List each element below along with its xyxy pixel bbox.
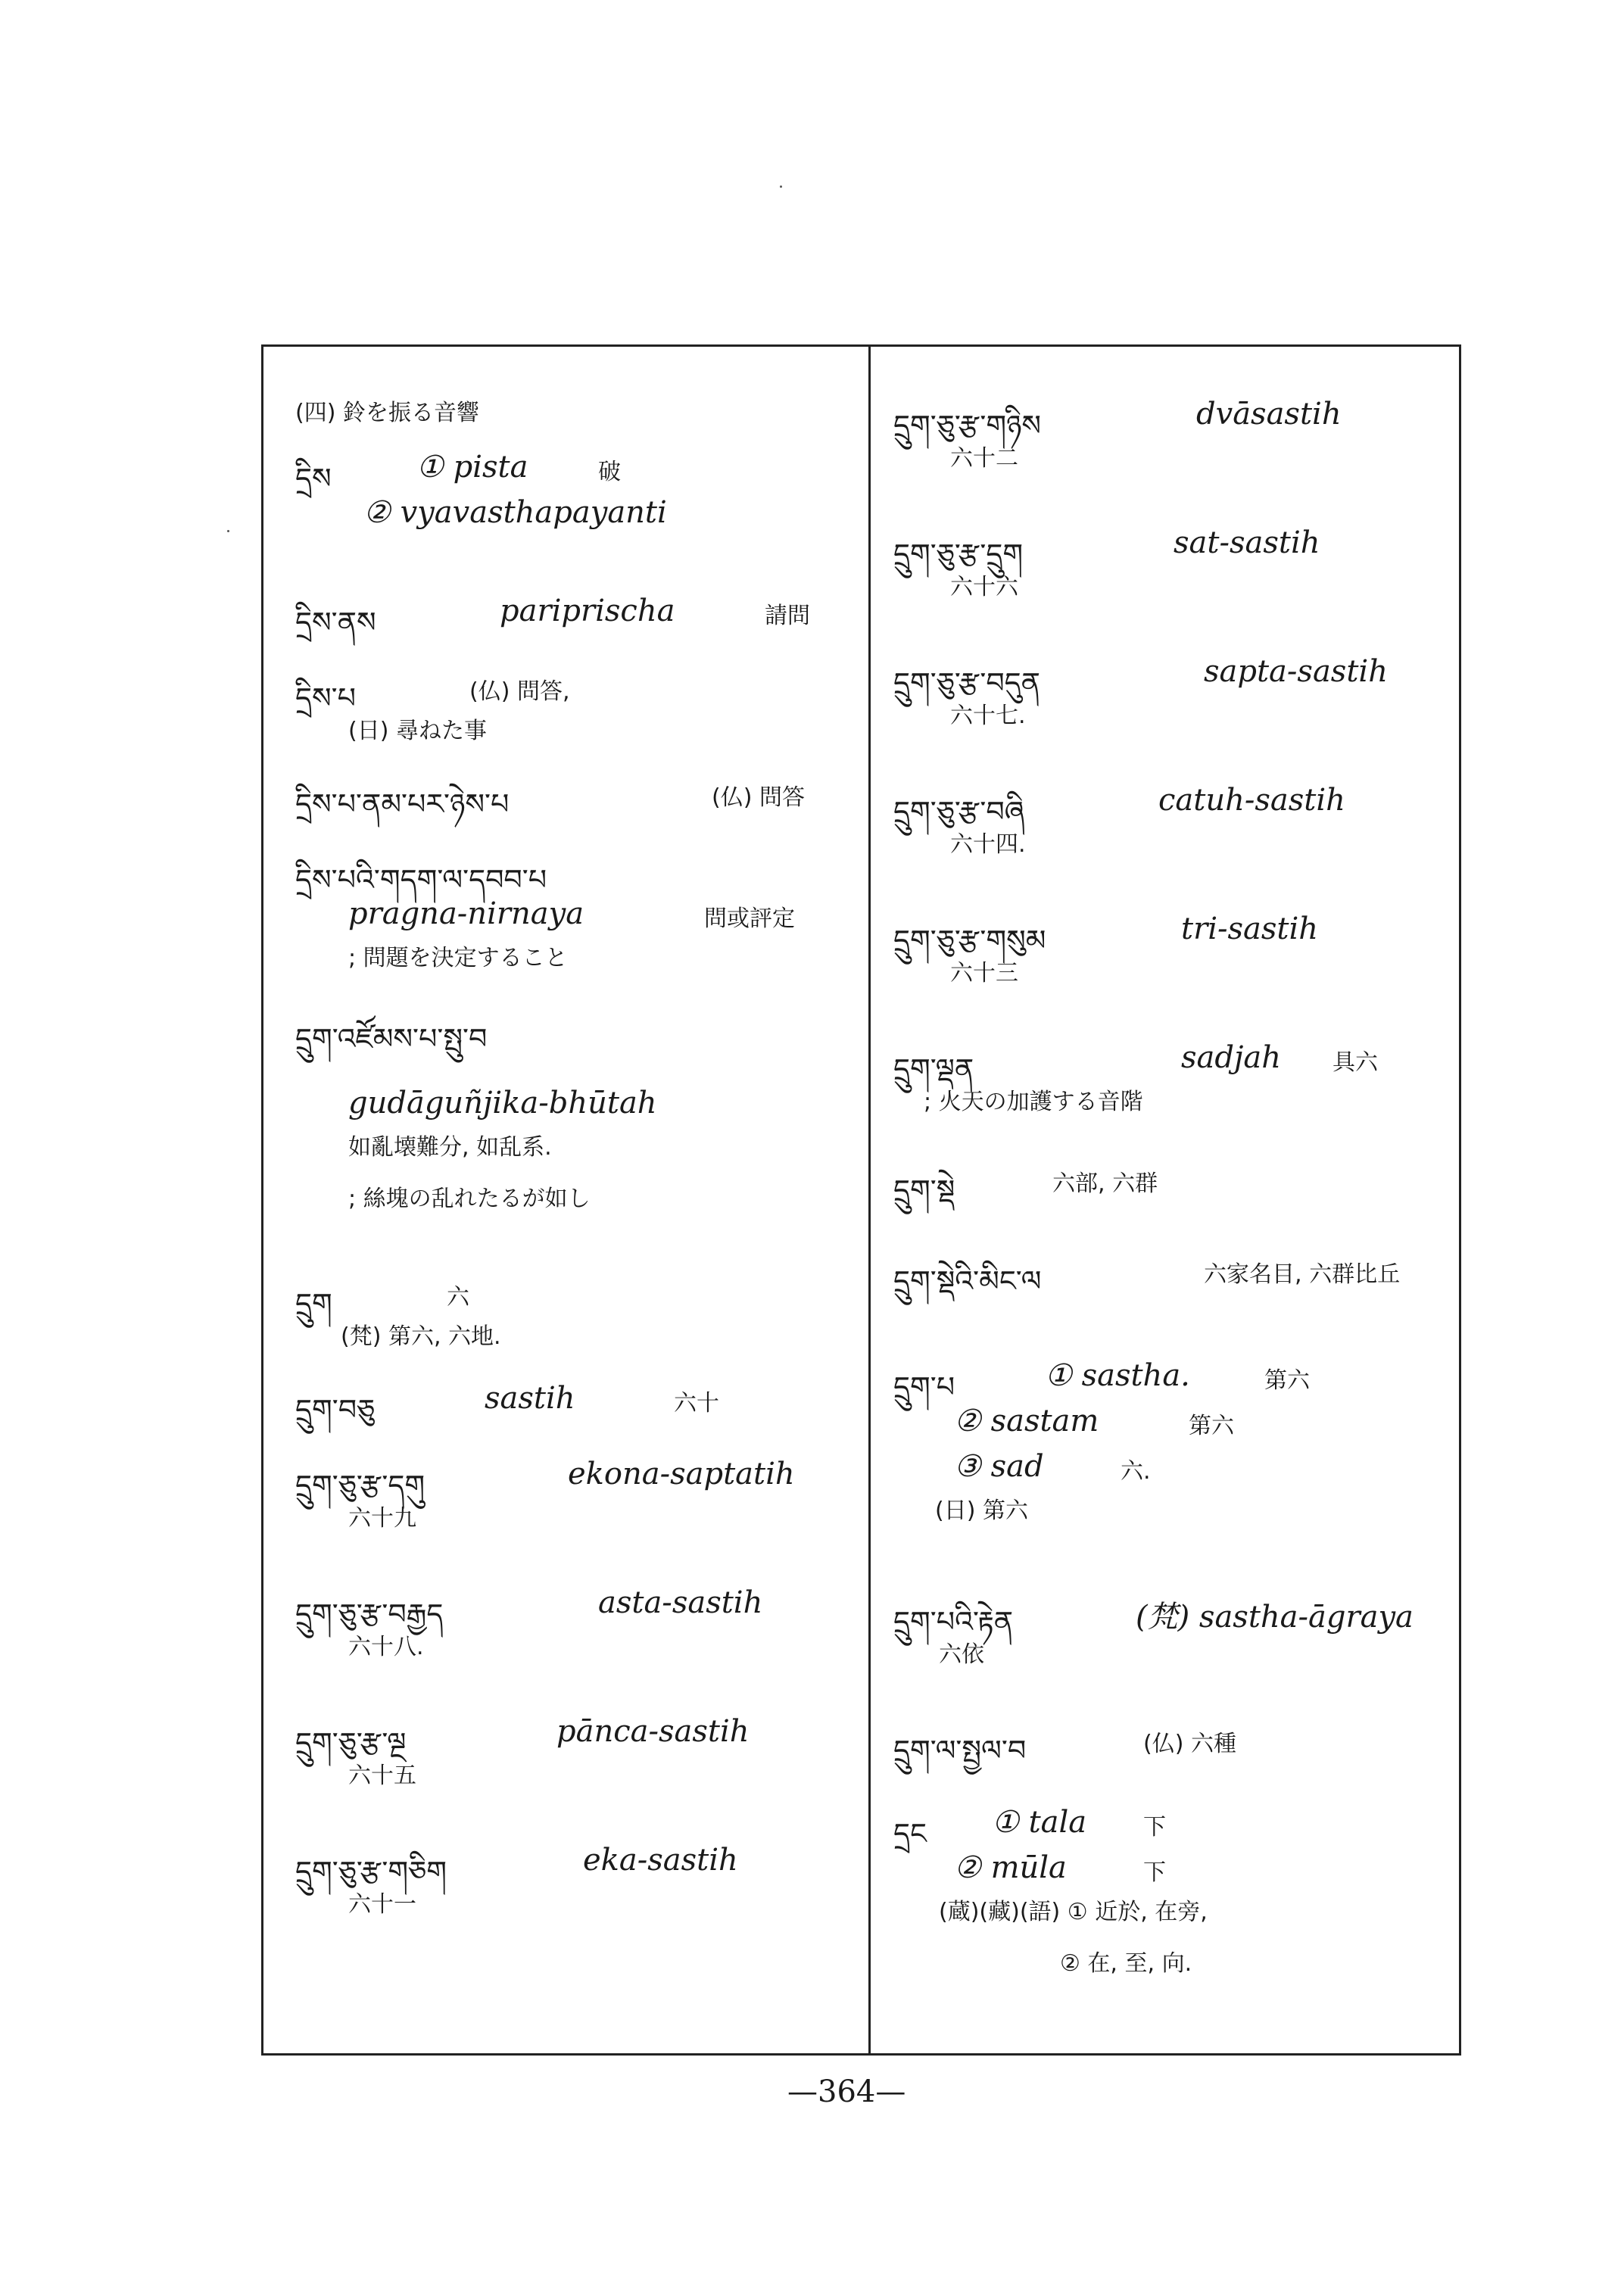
note: (日) 第六	[935, 1498, 1028, 1524]
tibetan-headword: དྲིས	[295, 462, 332, 495]
note: ; 絲塊の乱れたるが如し	[348, 1186, 591, 1212]
sanskrit-term: pariprischa	[500, 594, 675, 628]
tibetan-headword: དྲུག་ཅུ་རྩ་གཉིས	[893, 409, 1042, 442]
speck	[227, 530, 229, 532]
entry	[893, 1802, 1454, 1981]
japanese-gloss: 六.	[1121, 1458, 1151, 1485]
sanskrit-term: ① sastha.	[1045, 1358, 1190, 1393]
japanese-gloss: 下	[1143, 1814, 1166, 1840]
tibetan-headword: དྲུག་ཅུ་རྩ་དགུ	[295, 1469, 425, 1502]
note: ; 火天の加護する音階	[924, 1089, 1143, 1115]
entry	[893, 780, 1454, 862]
note: 六十六	[950, 574, 1018, 600]
sanskrit-term: ① pista	[416, 450, 528, 485]
entry	[295, 1840, 856, 1922]
tibetan-headword: དྲུག་ཅུ་རྩ་དྲུག	[893, 538, 1024, 571]
tibetan-headword: དྲུག་ཅུ་རྩ་ལྔ	[295, 1726, 407, 1759]
tibetan-headword: དྲུག་འཛོམས་པ་སྤུ་བ	[295, 1022, 488, 1055]
entry	[893, 1158, 1454, 1207]
entry	[295, 1454, 856, 1535]
entry	[295, 1378, 856, 1426]
japanese-gloss: 六十	[674, 1390, 719, 1417]
sanskrit-term: ② sastam	[954, 1404, 1099, 1438]
page-number: —364—	[787, 2074, 906, 2109]
sanskrit-term: asta-sastih	[598, 1585, 763, 1620]
japanese-gloss: (仏) 六種	[1143, 1731, 1236, 1757]
japanese-gloss: 第六	[1264, 1367, 1310, 1394]
entry	[295, 1007, 856, 1216]
entry	[893, 394, 1454, 475]
note: 六依	[939, 1641, 984, 1668]
sanskrit-term: pragna-nirnaya	[348, 896, 584, 931]
note: 六十七.	[950, 703, 1026, 729]
japanese-gloss: 六家名目, 六群比丘	[1204, 1261, 1401, 1288]
entry	[295, 1582, 856, 1664]
tibetan-headword: དྲུག་སྡེའི་མིང་ལ	[893, 1264, 1042, 1298]
column-divider	[868, 347, 871, 2053]
tibetan-headword: དྲིས་པ་ནམ་པར་ཉེས་པ	[295, 787, 510, 821]
entry	[295, 591, 856, 639]
tibetan-headword: དྲུག་ལ་སྤྱལ་བ	[893, 1734, 1027, 1767]
tibetan-headword: དྲུག་སྡེ	[893, 1173, 955, 1207]
tibetan-headword: དྲུག་ཅུ་རྩ་བཞི	[893, 795, 1025, 828]
tibetan-headword: དྲུག་ཅུ་རྩ་གཅིག	[295, 1855, 447, 1888]
section-heading: (四) 鈴を振る音響	[295, 400, 479, 426]
sanskrit-term: (梵) sastha-āgraya	[1136, 1600, 1414, 1635]
sanskrit-term: sapta-sastih	[1204, 654, 1388, 689]
japanese-gloss: 下	[1143, 1859, 1166, 1886]
note: ② 在, 至, 向.	[1060, 1950, 1192, 1977]
entry	[295, 772, 856, 821]
sanskrit-term: eka-sastih	[583, 1843, 738, 1878]
entry	[893, 1249, 1454, 1298]
note: 六十八.	[348, 1634, 424, 1660]
sanskrit-term: sastih	[485, 1381, 575, 1416]
entry	[893, 522, 1454, 604]
tibetan-headword: དྲང	[893, 1817, 927, 1850]
sanskrit-term: catuh-sastih	[1158, 783, 1345, 818]
sanskrit-term: sat-sastih	[1174, 525, 1320, 560]
note: (蔵)(藏)(語) ① 近於, 在旁,	[939, 1899, 1208, 1925]
entry	[893, 1719, 1454, 1767]
note: 六十四.	[950, 831, 1026, 858]
entry	[893, 1355, 1454, 1528]
entry	[893, 1590, 1454, 1672]
japanese-gloss: 破	[598, 459, 621, 485]
entry	[893, 651, 1454, 733]
entry	[295, 666, 856, 748]
japanese-gloss: (仏) 問答,	[469, 678, 570, 705]
japanese-gloss: 第六	[1189, 1413, 1234, 1439]
sanskrit-term: ekona-saptatih	[568, 1457, 795, 1491]
sanskrit-term: tri-sastih	[1181, 912, 1319, 946]
entry	[893, 909, 1454, 990]
japanese-gloss: 具六	[1333, 1049, 1378, 1076]
tibetan-headword: དྲུག་པ	[893, 1370, 955, 1404]
entry	[295, 1711, 856, 1793]
note: (日) 尋ねた事	[348, 718, 487, 744]
sanskrit-term: ② mūla	[954, 1850, 1067, 1885]
tibetan-headword: དྲུག་བཅུ	[295, 1393, 376, 1426]
tibetan-headword: དྲུག	[295, 1287, 332, 1320]
entry	[893, 1037, 1454, 1119]
japanese-gloss: 問或評定	[704, 905, 795, 932]
japanese-gloss: (仏) 問答	[712, 784, 805, 811]
note: 如亂壊難分, 如乱系.	[348, 1134, 552, 1161]
note: ; 問題を決定すること	[348, 945, 568, 971]
note: (梵) 第六, 六地.	[341, 1323, 501, 1350]
entry	[295, 1272, 856, 1354]
sanskrit-term: dvāsastih	[1196, 397, 1342, 432]
sanskrit-term: pānca-sastih	[556, 1714, 750, 1749]
note: 六十二	[950, 445, 1018, 472]
japanese-gloss: 六	[447, 1284, 469, 1311]
note: 六十三	[950, 960, 1018, 986]
tibetan-headword: དྲུག་ཅུ་རྩ་བདུན	[893, 666, 1041, 700]
sanskrit-term: ① tala	[992, 1805, 1087, 1840]
entry	[295, 447, 856, 538]
entry	[295, 848, 856, 975]
note: 六十一	[348, 1891, 416, 1918]
tibetan-headword: དྲུག་ལྡན	[893, 1052, 974, 1086]
note: 六十五	[348, 1763, 416, 1789]
japanese-gloss: 六部, 六群	[1052, 1170, 1158, 1197]
sanskrit-term: ③ sad	[954, 1449, 1044, 1484]
speck	[780, 185, 782, 188]
sanskrit-term: gudāguñjika-bhūtah	[348, 1086, 657, 1121]
tibetan-headword: དྲུག་པའི་རྟེན	[893, 1605, 1014, 1638]
sanskrit-term: sadjah	[1181, 1040, 1281, 1075]
tibetan-headword: དྲུག་ཅུ་རྩ་བརྒྱད	[295, 1597, 444, 1631]
tibetan-headword: དྲིས་པའི་གདག་ལ་དབབ་པ	[295, 863, 547, 896]
japanese-gloss: 請問	[765, 603, 810, 629]
tibetan-headword: དྲུག་ཅུ་རྩ་གསུམ	[893, 924, 1046, 957]
tibetan-headword: དྲིས་ནས	[295, 606, 376, 639]
tibetan-headword: དྲིས་པ	[295, 681, 356, 715]
sanskrit-term: ② vyavasthapayanti	[363, 495, 667, 530]
note: 六十九	[348, 1505, 416, 1532]
